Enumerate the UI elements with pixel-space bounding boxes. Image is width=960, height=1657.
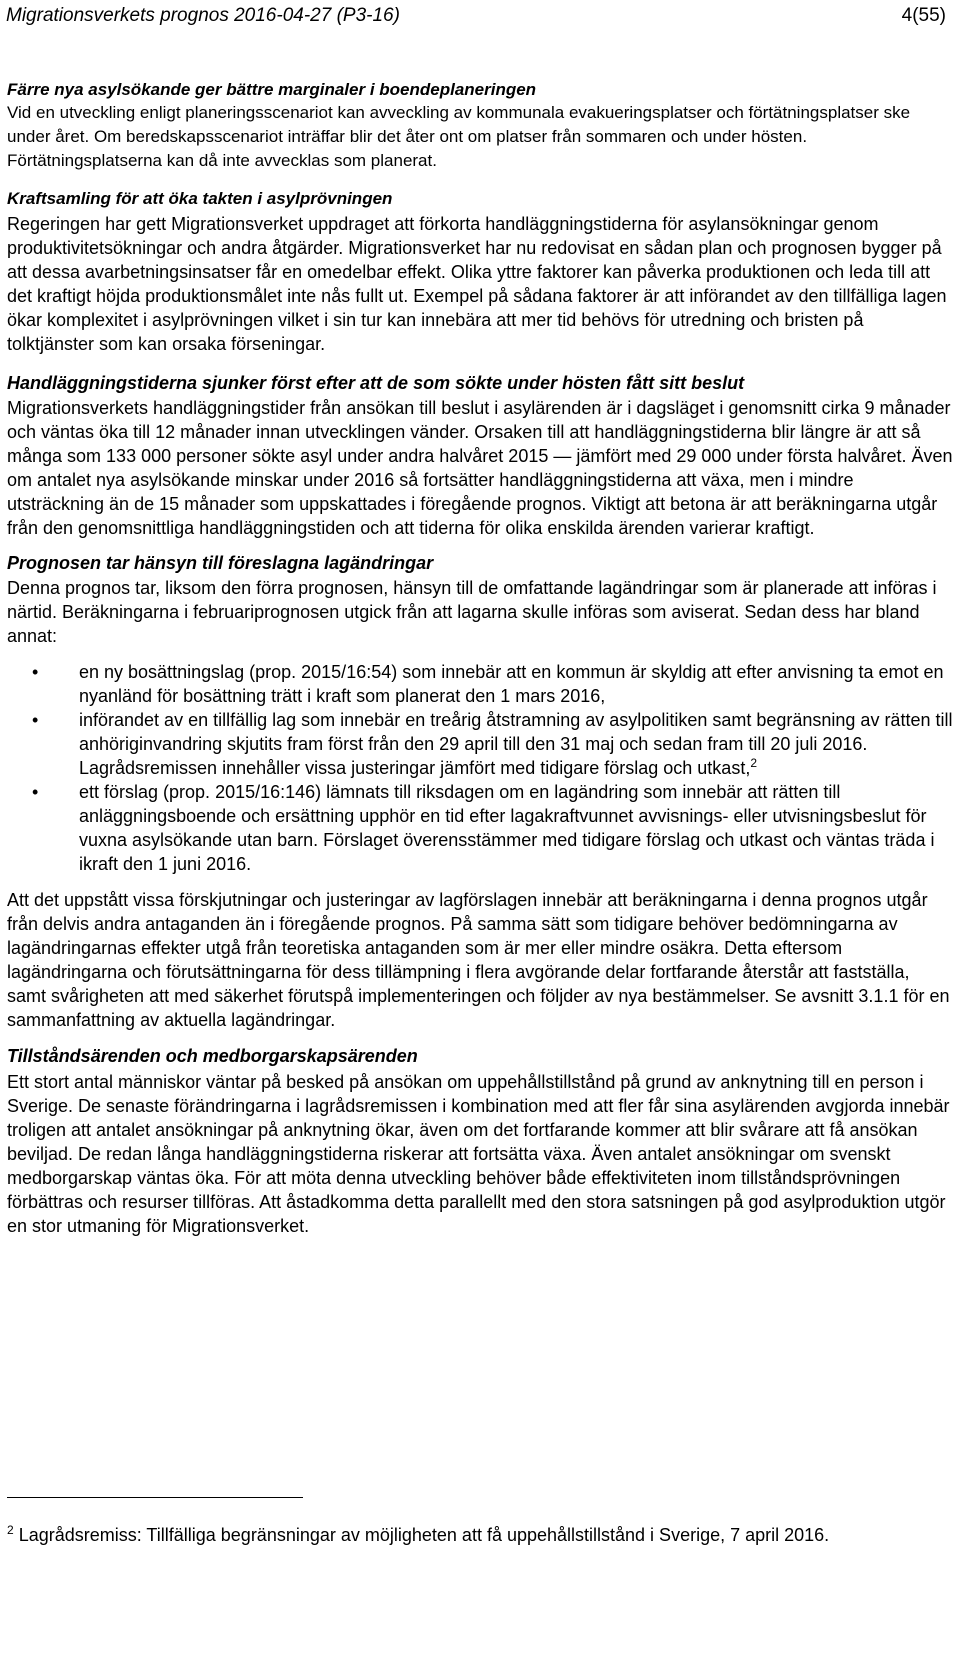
bullet-icon: • (32, 782, 39, 802)
section-paragraph: Denna prognos tar, liksom den förra prognosen, hänsyn till de omfattande lagändringar som är planerade att införas i närtid. Beräkningarna i februariprognosen utgick från att lagarna skulle införas som aviserat. Sedan dess har bland annat: (7, 578, 937, 646)
list-item (7, 708, 953, 780)
page-number: 4(55) (901, 5, 946, 26)
footnote-divider (7, 1497, 303, 1498)
list-item-text: införandet av en tillfällig lag som innebär en treårig åtstramning av asylpolitiken samt begränsning av rätten till anhöriginvandring skjutits fram först från den 29 april till den 31 maj och sedan fram till 20 juli 2016. Lagrådsremissen innehåller vissa justeringar jämfört med tidigare förslag och utkast, (79, 710, 953, 778)
section-heading: Färre nya asylsökande ger bättre marginaler i boendeplaneringen (7, 80, 537, 99)
footnote-reference[interactable]: 2 (750, 756, 758, 770)
document-title: Migrationsverkets prognos 2016-04-27 (P3-16) (6, 5, 400, 26)
page-header (6, 4, 946, 28)
list-item-text: ett förslag (prop. 2015/16:146) lämnats till riksdagen om en lagändring som innebär att rätten till anläggningsboende och ersättning upphör en tid efter lagakraftvunnet avvisnings- eller utvisningsbeslut för vuxna asylsökande utan barn. Förslaget överensstämmer med tidigare förslag och utkast och väntas träda i ikraft den 1 juni 2016. (79, 782, 935, 874)
page-content (7, 78, 953, 1238)
list-item (7, 660, 953, 708)
footnote (7, 1523, 953, 1547)
bullet-icon: • (32, 662, 39, 682)
section-paragraph: Regeringen har gett Migrationsverket uppdraget att förkorta handläggningstiderna för asylansökningar genom produktivitetsökningar och andra åtgärder. Migrationsverket har nu redovisat en sådan plan och prognosen bygger på att dessa avarbetningsinsatser får en omedelbar effekt. Olika yttre faktorer kan påverka produktionen och leda till att det kraftigt höjda produktionsmålet inte nås fullt ut. Exempel på sådana faktorer är att införandet av den tillfälliga lagen ökar komplexitet i asylprövningen vilket i sin tur kan innebära att mer tid behövs för utredning och bristen på tolktjänster som kan orsaka förseningar. (7, 214, 947, 354)
bullet-icon: • (32, 710, 39, 730)
section-paragraph: Vid en utveckling enligt planeringsscenariot kan avveckling av kommunala evakueringsplatser och förtätningsplatser ske under året. Om beredskapsscenariot inträffar blir det åter ont om platser från sommaren och under hösten. Förtätningsplatserna kan då inte avvecklas som planerat. (7, 103, 911, 170)
footnote-text: Lagrådsremiss: Tillfälliga begränsningar av möjligheten att få uppehållstillstånd i Sverige, 7 april 2016. (18, 1525, 830, 1545)
bullet-list (7, 660, 953, 876)
list-item (7, 780, 953, 876)
section-heading: Tillståndsärenden och medborgarskapsärenden (7, 1046, 418, 1066)
section-heading: Prognosen tar hänsyn till föreslagna lagändringar (7, 553, 434, 573)
footnote-number: 2 (7, 1523, 14, 1537)
section-paragraph: Att det uppstått vissa förskjutningar och justeringar av lagförslagen innebär att beräkningarna i denna prognos utgår från delvis andra antaganden än i föregående prognos. På samma sätt som tidigare behöver bedömningarna av lagändringarnas effekter utgå från teoretiska antaganden som är mer eller mindre osäkra. Detta eftersom lagändringarna och förutsättningarna för dess tillämpning i flera avgörande delar fortfarande återstår att fastställa, samt svårigheten att med säkerhet förutspå implementeringen och följder av nya bestämmelser. Se avsnitt 3.1.1 för en sammanfattning av aktuella lagändringar. (7, 890, 950, 1030)
section-heading: Handläggningstiderna sjunker först efter att de som sökte under hösten fått sitt beslut (7, 373, 745, 393)
section-paragraph: Ett stort antal människor väntar på besked på ansökan om uppehållstillstånd på grund av anknytning till en person i Sverige. De senaste förändringarna i lagrådsremissen i kombination med att fler får sina asylärenden avgjorda innebär troligen att antalet ansökningar på anknytning ökar, även om det fortfarande kommer att blir svårare att få ansökan beviljad. De redan långa handläggningstiderna riskerar att fortsätta växa. Även antalet ansökningar om svenskt medborgarskap väntas öka. För att möta denna utveckling behöver både effektiviteten inom tillståndsprövningen förbättras och resurser tillföras. Att åstadkomma detta parallellt med den stora satsningen på god asylproduktion utgör en stor utmaning för Migrationsverket. (7, 1072, 950, 1236)
section-paragraph: Migrationsverkets handläggningstider från ansökan till beslut i asylärenden är i dagsläget i genomsnitt cirka 9 månader och väntas öka till 12 månader innan utvecklingen vänder. Orsaken till att handläggningstiderna blir längre är att så många som 133 000 personer sökte asyl under andra halvåret 2015 — jämfört med 29 000 under första halvåret. Även om antalet nya asylsökande minskar under 2016 så fortsätter handläggningstiderna att växa, men i mindre utsträckning än de 15 månader som uppskattades i föregående prognos. Viktigt att betona är att beräkningarna utgår från den genomsnittliga handläggningstiden och att tiderna för olika enskilda ärenden varierar kraftigt. (7, 398, 953, 538)
section-heading: Kraftsamling för att öka takten i asylprövningen (7, 189, 393, 208)
list-item-text: en ny bosättningslag (prop. 2015/16:54) som innebär att en kommun är skyldig att efter anvisning ta emot en nyanländ för bosättning trätt i kraft som planerat den 1 mars 2016, (79, 662, 944, 706)
